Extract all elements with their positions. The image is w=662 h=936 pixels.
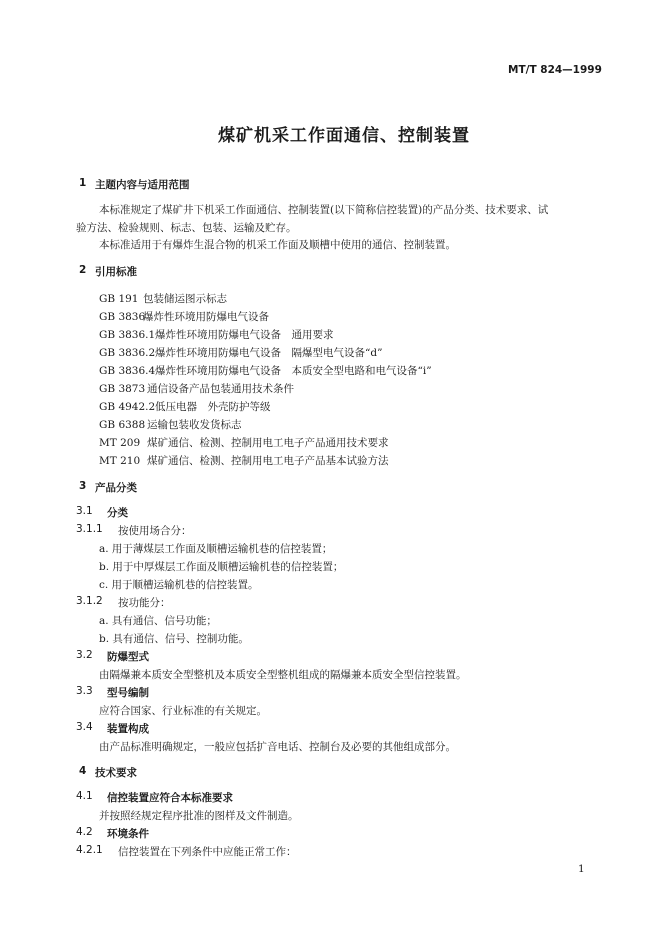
document-title: 煤矿机采工作面通信、控制装置 (218, 126, 470, 146)
reference-name: 爆炸性环境用防爆电气设备 本质安全型电路和电气设备“i” (155, 365, 432, 377)
clause-3-2-title: 防爆型式 (107, 651, 149, 663)
clause-3-1-1-number: 3.1.1 (76, 523, 103, 535)
clause-4-2-1-text: 信控装置在下列条件中应能正常工作： (118, 846, 297, 858)
reference-item (99, 291, 227, 306)
reference-name: 低压电器 外壳防护等级 (155, 401, 271, 413)
clause-4-1-number: 4.1 (76, 790, 93, 802)
reference-item (99, 435, 389, 450)
section-3-title: 产品分类 (95, 482, 137, 494)
reference-code: MT 210 (99, 455, 141, 467)
reference-code: GB 3836.1 (99, 329, 156, 341)
reference-code: GB 3836 (99, 311, 146, 323)
list-item: a. 具有通信、信号功能； (99, 615, 217, 627)
reference-code: GB 4942.2 (99, 401, 156, 413)
clause-3-3-title: 型号编制 (107, 687, 149, 699)
section-1-paragraph-2: 本标准适用于有爆炸生混合物的机采工作面及顺槽中使用的通信、控制装置。 (99, 239, 456, 251)
reference-name: 通信设备产品包装通用技术条件 (147, 383, 294, 395)
section-1-paragraph-1-line-2: 验方法、检验规则、标志、包装、运输及贮存。 (76, 222, 297, 234)
clause-3-3-number: 3.3 (76, 685, 93, 697)
section-1-paragraph-1-line-1: 本标准规定了煤矿井下机采工作面通信、控制装置(以下简称信控装置)的产品分类、技术要求、试 (99, 204, 549, 216)
section-2-title: 引用标准 (95, 266, 137, 278)
clause-3-2-text: 由隔爆兼本质安全型整机及本质安全型整机组成的隔爆兼本质安全型信控装置。 (99, 669, 467, 681)
clause-3-4-text: 由产品标准明确规定，一般应包括扩音电话、控制台及必要的其他组成部分。 (99, 741, 456, 753)
section-3-number: 3 (79, 480, 87, 492)
list-item: a. 用于薄煤层工作面及顺槽运输机巷的信控装置； (99, 543, 333, 555)
clause-3-1-number: 3.1 (76, 505, 93, 517)
section-1-title: 主题内容与适用范围 (95, 179, 190, 191)
reference-item (99, 327, 334, 342)
clause-3-2-number: 3.2 (76, 649, 93, 661)
clause-4-2-number: 4.2 (76, 826, 93, 838)
reference-name: 包装储运图示标志 (143, 293, 227, 305)
section-1-number: 1 (79, 177, 87, 189)
list-item: b. 具有通信、信号、控制功能。 (99, 633, 249, 645)
clause-3-4-number: 3.4 (76, 721, 93, 733)
reference-code: MT 209 (99, 437, 141, 449)
clause-3-3-text: 应符合国家、行业标准的有关规定。 (99, 705, 267, 717)
clause-4-1-title: 信控装置应符合本标准要求 (107, 792, 233, 804)
clause-3-1-1-text: 按使用场合分： (118, 525, 192, 537)
clause-3-1-2-text: 按功能分： (118, 597, 171, 609)
reference-name: 煤矿通信、检测、控制用电工电子产品基本试验方法 (147, 455, 389, 467)
section-2-number: 2 (79, 264, 87, 276)
clause-4-1-text: 并按照经规定程序批准的图样及文件制造。 (99, 810, 299, 822)
reference-code: GB 6388 (99, 419, 146, 431)
standard-code: MT/T 824—1999 (508, 64, 602, 76)
reference-item (99, 309, 269, 324)
clause-3-1-2-number: 3.1.2 (76, 595, 103, 607)
clause-3-1-title: 分类 (107, 507, 128, 519)
reference-code: GB 191 (99, 293, 139, 305)
clause-4-2-title: 环境条件 (107, 828, 149, 840)
reference-item (99, 417, 242, 432)
page-number: 1 (578, 863, 585, 875)
reference-item (99, 399, 271, 414)
reference-name: 爆炸性环境用防爆电气设备 通用要求 (155, 329, 334, 341)
reference-code: GB 3836.2 (99, 347, 156, 359)
reference-name: 煤矿通信、检测、控制用电工电子产品通用技术要求 (147, 437, 389, 449)
list-item: c. 用于顺槽运输机巷的信控装置。 (99, 579, 259, 591)
clause-3-4-title: 装置构成 (107, 723, 149, 735)
reference-item (99, 345, 382, 360)
reference-name: 爆炸性环境用防爆电气设备 (143, 311, 269, 323)
clause-4-2-1-number: 4.2.1 (76, 844, 103, 856)
reference-item (99, 363, 432, 378)
reference-item (99, 453, 389, 468)
reference-name: 爆炸性环境用防爆电气设备 隔爆型电气设备“d” (155, 347, 383, 359)
list-item: b. 用于中厚煤层工作面及顺槽运输机巷的信控装置； (99, 561, 344, 573)
section-4-title: 技术要求 (95, 767, 137, 779)
reference-code: GB 3873 (99, 383, 146, 395)
reference-name: 运输包装收发货标志 (147, 419, 242, 431)
reference-item (99, 381, 294, 396)
section-4-number: 4 (79, 765, 87, 777)
reference-code: GB 3836.4 (99, 365, 156, 377)
